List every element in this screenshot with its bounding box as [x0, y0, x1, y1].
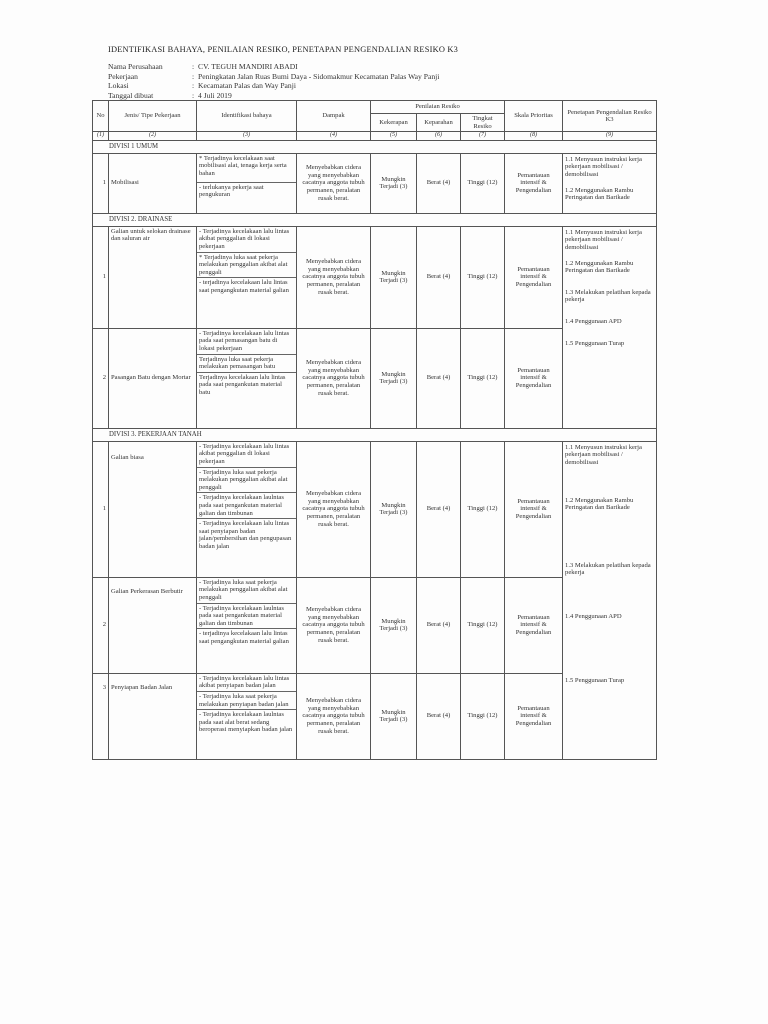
- division-label: DIVISI 3. PEKERJAAN TANAH: [93, 428, 657, 441]
- row-jenis: Galian untuk selokan drainase dan saluran air: [109, 226, 197, 328]
- col-jenis: Jenis/ Tipe Pekerjaan: [109, 101, 197, 132]
- control-item: 1.3 Melakukan pelatihan kepada pekerja: [565, 288, 651, 304]
- control-item: 1.2 Menggunakan Rambu Peringatan dan Barikade: [565, 259, 634, 275]
- row-skala: Pemantauan intensif & Pengendalian: [505, 673, 563, 759]
- control-item: 1.2 Menggunakan Rambu Peringatan dan Barikade: [565, 186, 634, 202]
- index-cell: (1): [93, 132, 109, 141]
- hazard-item: Terjadinya luka saat pekerja melakukan pemasangan batu: [197, 355, 296, 373]
- row-no: 1: [93, 226, 109, 328]
- row-no: 1: [93, 153, 109, 213]
- row-controls: [563, 226, 657, 428]
- control-item: 1.4 Penggunaan APD: [565, 612, 622, 620]
- division-row: [93, 140, 657, 153]
- row-hazards: [197, 673, 297, 759]
- row-dampak: Menyebabkan cidera yang menyebabkan cacatnya anggota tubuh permanen, peralatan rusak berat.: [297, 328, 371, 428]
- hazard-item: - Terjadinya luka saat pekerja melakukan penyiapan badan jalan: [197, 692, 296, 710]
- col-kekerapan: Kekerapan: [371, 114, 417, 132]
- table-row: [93, 441, 657, 577]
- hazard-item: - Terjadinya kecelakaan lalu lintas saat penyiapan badan jalan/pembersihan dan pengupasan badan jalan: [199, 520, 292, 550]
- meta-label: Tanggal dibuat: [108, 90, 154, 100]
- division-label: DIVISI 2. DRAINASE: [93, 213, 657, 226]
- col-no: No: [93, 101, 109, 132]
- row-jenis: Penyiapan Badan Jalan: [109, 673, 197, 759]
- row-keparahan: Berat (4): [417, 673, 461, 759]
- row-hazards: [197, 577, 297, 673]
- control-item: 1.4 Penggunaan APD: [565, 317, 622, 325]
- division-row: [93, 213, 657, 226]
- meta-label: Pekerjaan: [108, 71, 138, 81]
- row-skala: Pemantauan intensif & Pengendalian: [505, 441, 563, 577]
- row-kekerapan: Mungkin Terjadi (3): [371, 153, 417, 213]
- row-jenis: Galian Perkerasan Berbutir: [109, 577, 197, 673]
- hazard-item: Terjadinya kecelakaan lalu lintas pada saat pengankutan material batu: [199, 373, 286, 396]
- control-item: 1.5 Penggunaan Turap: [565, 339, 625, 347]
- document-title: IDENTIFIKASI BAHAYA, PENILAIAN RESIKO, PENETAPAN PENGENDALIAN RESIKO K3: [108, 45, 458, 54]
- row-tingkat: Tinggi (12): [461, 441, 505, 577]
- table-row: [93, 153, 657, 213]
- row-skala: Pemantauan intensif & Pengendalian: [505, 328, 563, 428]
- col-tingkat: Tingkat Resiko: [461, 114, 505, 132]
- col-keparahan: Keparahan: [417, 114, 461, 132]
- row-tingkat: Tinggi (12): [461, 328, 505, 428]
- row-kekerapan: Mungkin Terjadi (3): [371, 328, 417, 428]
- row-dampak: Menyebabkan cidera yang menyebabkan cacatnya anggota tubuh permanen, peralatan rusak berat.: [297, 226, 371, 328]
- row-tingkat: Tinggi (12): [461, 577, 505, 673]
- hazard-item: * Terjadinya luka saat pekerja melakukan penggalian akibat alat penggali: [197, 253, 296, 279]
- hazard-item: - Terjadinya luka saat pekerja melakukan penggalian akibat alat penggali: [197, 578, 296, 604]
- control-item: 1.1 Menyusun instruksi kerja pekerjaan mobilisasi / demobilisasi: [565, 155, 642, 178]
- row-no: 2: [93, 328, 109, 428]
- row-jenis: Galian biasa: [109, 441, 197, 577]
- division-row: [93, 428, 657, 441]
- col-penetapan: Penetapan Pengendalian Resiko K3: [563, 101, 657, 132]
- hazard-item: - terlukanya pekerja saat pengukuran: [199, 183, 264, 199]
- meta-value: Peningkatan Jalan Ruas Bumi Daya - Sidomakmur Kecamatan Palas Way Panji: [198, 71, 440, 81]
- hazard-item: - Terjadinya luka saat pekerja melakukan penggalian akibat alat penggali: [197, 468, 296, 494]
- row-kekerapan: Mungkin Terjadi (3): [371, 441, 417, 577]
- row-no: 3: [93, 673, 109, 759]
- col-penilaian: Penilaian Resiko: [371, 101, 505, 114]
- division-label: DIVISI 1 UMUM: [93, 140, 657, 153]
- risk-table: [92, 100, 657, 760]
- control-item: 1.2 Menggunakan Rambu Peringatan dan Barikade: [565, 496, 634, 512]
- row-jenis: Pasangan Batu dengan Mortar: [109, 328, 197, 428]
- control-item: 1.5 Penggunaan Turap: [565, 676, 625, 684]
- row-keparahan: Berat (4): [417, 441, 461, 577]
- meta-label: Lokasi: [108, 81, 129, 90]
- meta-row: Lokasi : Kecamatan Palas dan Way Panji: [108, 81, 296, 90]
- row-skala: Pemantauan intensif & Pengendalian: [505, 577, 563, 673]
- row-keparahan: Berat (4): [417, 153, 461, 213]
- col-identifikasi: Identifikasi bahaya: [197, 101, 297, 132]
- row-tingkat: Tinggi (12): [461, 153, 505, 213]
- row-hazards: [197, 328, 297, 428]
- index-cell: (5): [371, 132, 417, 141]
- meta-value: Kecamatan Palas dan Way Panji: [198, 81, 296, 90]
- hazard-item: - terjadinya kecelakaan lalu lintas saat pengangkutan material galian: [199, 630, 289, 645]
- meta-label: Nama Perusahaan: [108, 62, 163, 71]
- row-kekerapan: Mungkin Terjadi (3): [371, 226, 417, 328]
- hazard-item: - Terjadinya kecelakaan lalu lintas akibat penggalian di lokasi pekerjaan: [197, 442, 296, 468]
- row-hazards: [197, 441, 297, 577]
- header-row: [93, 101, 657, 114]
- row-hazards: [197, 153, 297, 213]
- index-cell: (6): [417, 132, 461, 141]
- meta-value: 4 Juli 2019: [198, 90, 232, 100]
- row-keparahan: Berat (4): [417, 226, 461, 328]
- index-cell: (3): [197, 132, 297, 141]
- meta-row: Pekerjaan : Peningkatan Jalan Ruas Bumi Daya - Sidomakmur Kecamatan Palas Way Panji: [108, 71, 440, 81]
- index-cell: (2): [109, 132, 197, 141]
- document-meta: [108, 62, 439, 100]
- hazard-item: - Terjadinya kecelakaan lalu lintas akibat penyiapan badan jalan: [197, 674, 296, 692]
- meta-row: Tanggal dibuat : 4 Juli 2019: [108, 90, 232, 100]
- row-dampak: Menyebabkan cidera yang menyebabkan cacatnya anggota tubuh permanen, peralatan rusak berat.: [297, 153, 371, 213]
- control-item: 1.1 Menyusun instruksi kerja pekerjaan mobilisasi / demobilisasi: [565, 228, 642, 251]
- hazard-item: - Terjadinya kecelakaan laulntas pada saat pengankutan material galian dan timbunan: [197, 604, 296, 630]
- row-keparahan: Berat (4): [417, 328, 461, 428]
- row-skala: Pemantauan intensif & Pengendalian: [505, 153, 563, 213]
- index-cell: (7): [461, 132, 505, 141]
- control-item: 1.3 Melakukan pelatihan kepada pekerja: [565, 561, 651, 577]
- meta-value: CV. TEGUH MANDIRI ABADI: [198, 62, 298, 71]
- row-no: 1: [93, 441, 109, 577]
- index-cell: (9): [563, 132, 657, 141]
- control-item: 1.1 Menyusun instruksi kerja pekerjaan mobilisasi / demobilisasi: [565, 443, 642, 466]
- hazard-item: - Terjadinya kecelakaan lalu lintas akibat penggalian di lokasi pekerjaan: [197, 227, 296, 253]
- col-skala: Skala Prioritas: [505, 101, 563, 132]
- hazard-item: - Terjadinya kecelakaan laulntas pada saat pengankutan material galian dan timbunan: [197, 493, 296, 519]
- hazard-item: - terjadinya kecelakaan lalu lintas saat pengangkutan material galian: [199, 279, 289, 294]
- row-skala: Pemantauan intensif & Pengendalian: [505, 226, 563, 328]
- row-no: 2: [93, 577, 109, 673]
- hazard-item: * Terjadinya kecelakaan saat mobilisasi alat, tenaga kerja serta bahan: [197, 154, 296, 183]
- row-keparahan: Berat (4): [417, 577, 461, 673]
- row-tingkat: Tinggi (12): [461, 226, 505, 328]
- row-dampak: Menyebabkan cidera yang menyebabkan cacatnya anggota tubuh permanen, peralatan rusak berat.: [297, 577, 371, 673]
- index-cell: (8): [505, 132, 563, 141]
- meta-row: Nama Perusahaan : CV. TEGUH MANDIRI ABADI: [108, 62, 298, 71]
- row-kekerapan: Mungkin Terjadi (3): [371, 577, 417, 673]
- row-kekerapan: Mungkin Terjadi (3): [371, 673, 417, 759]
- row-hazards: [197, 226, 297, 328]
- row-jenis: Mobilisasi: [109, 153, 197, 213]
- hazard-item: - Terjadinya kecelakaan lalu lintas pada saat pemasangan batu di lokasi pekerjaan: [197, 329, 296, 355]
- row-tingkat: Tinggi (12): [461, 673, 505, 759]
- row-dampak: Menyebabkan cidera yang menyebabkan cacatnya anggota tubuh permanen, peralatan rusak berat.: [297, 673, 371, 759]
- index-row: [93, 132, 657, 141]
- col-dampak: Dampak: [297, 101, 371, 132]
- row-controls: [563, 441, 657, 759]
- row-controls: [563, 153, 657, 213]
- row-dampak: Menyebabkan cidera yang menyebabkan cacatnya anggota tubuh permanen, peralatan rusak berat.: [297, 441, 371, 577]
- index-cell: (4): [297, 132, 371, 141]
- hazard-item: - Terjadinya kecelakaan laulntas pada saat alat berat sedang beroperasi menyiapkan badan jalan: [199, 711, 293, 734]
- table-row: [93, 226, 657, 328]
